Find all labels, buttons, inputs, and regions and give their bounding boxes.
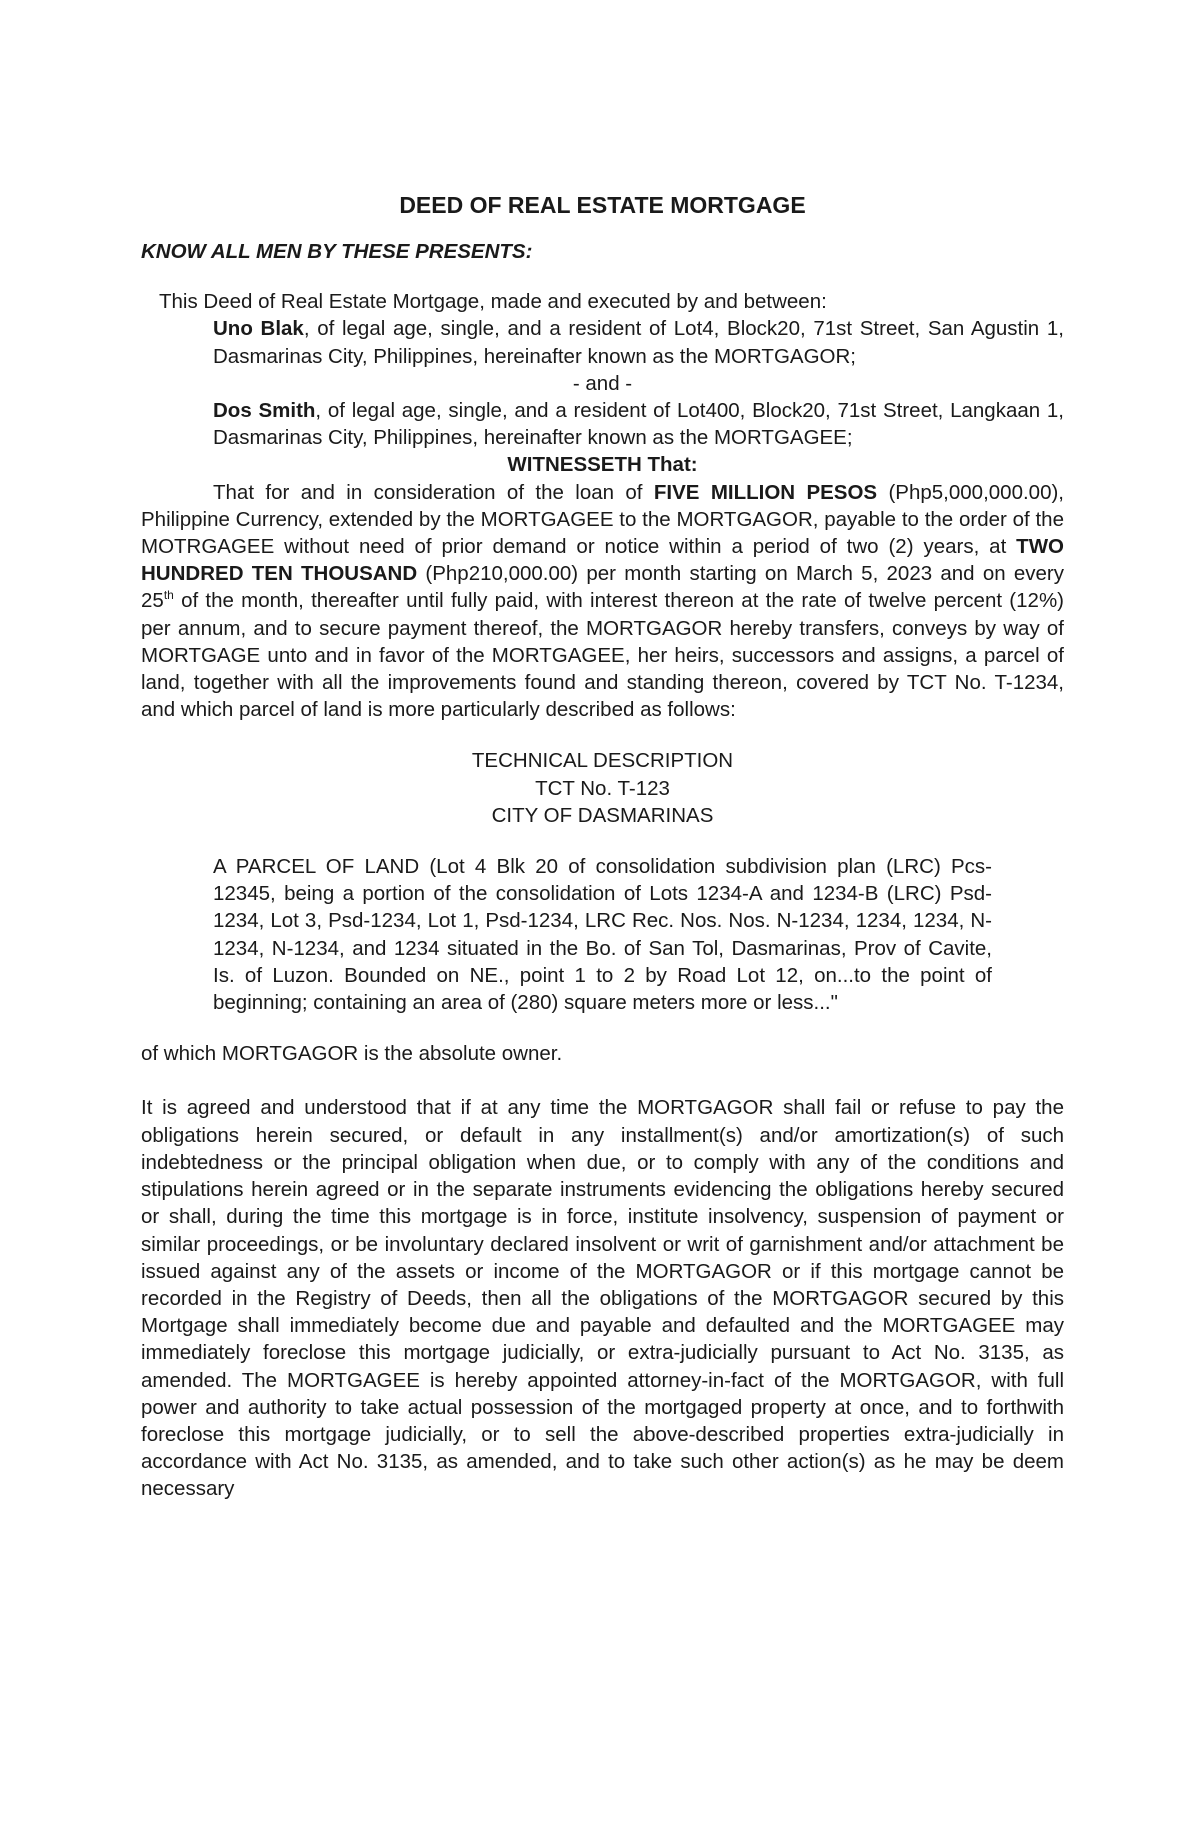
ordinal-superscript: th <box>163 588 174 603</box>
mortgagor-details: , of legal age, single, and a resident of Lot4, Block20, 71st Street, San Agustin 1, Dasmarinas City, Philippines, hereinafter known as the MORTGAGOR; <box>213 317 1064 368</box>
technical-description-block <box>141 747 1064 829</box>
witnesseth-heading: WITNESSETH That: <box>507 453 698 477</box>
and-separator: - and - <box>572 371 633 395</box>
owner-clause: of which MORTGAGOR is the absolute owner. <box>141 1042 563 1066</box>
loan-amount-words: FIVE MILLION PESOS <box>653 480 878 504</box>
mortgagee-details: , of legal age, single, and a resident of Lot400, Block20, 71st Street, Langkaan 1, Dasmarinas City, Philippines, hereinafter known as the MORTGAGEE; <box>213 399 1064 450</box>
parcel-description: A PARCEL OF LAND (Lot 4 Blk 20 of consolidation subdivision plan (LRC) Pcs-12345, being a portion of the consolidation of Lots 1234-A and 1234-B (LRC) Psd-1234, Lot 3, Psd-1234, Lot 1, Psd-1234, LRC Rec. Nos. Nos. N-1234, 1234, 1234, N-1234, N-1234, and 1234 situated in the Bo. of San Tol, Dasmarinas, Prov of Cavite, Is. of Luzon. Bounded on NE., point 1 to 2 by Road Lot 12, on...to the point of beginning; containing an area of (280) square meters more or less..." <box>213 855 992 1015</box>
technical-description-city: CITY OF DASMARINAS <box>491 803 714 827</box>
document-title: DEED OF REAL ESTATE MORTGAGE <box>399 192 806 218</box>
monthly-amount-words: TWO HUNDRED TEN THOUSAND <box>141 535 1064 586</box>
mortgagee-name: Dos Smith <box>213 399 316 423</box>
consideration-paragraph: That for and in consideration of the loan of FIVE MILLION PESOS (Php5,000,000.00), Philippine Currency, extended by the MORTGAGEE to the MORTGAGOR, payable to the order of the MOTRGAGEE without need of prior demand or notice within a period of two (2) years, at TWO HUNDRED TEN THOUSAND (Php210,000.00) per month starting on March 5, 2023 and on every 25th of the month, thereafter until fully paid, with interest thereon at the rate of twelve percent (12%) per annum, and to secure payment thereof, the MORTGAGOR hereby transfers, conveys by way of MORTGAGE unto and in favor of the MORTGAGEE, her heirs, successors and assigns, a parcel of land, together with all the improvements found and standing thereon, covered by TCT No. T-1234, and which parcel of land is more particularly described as follows: <box>141 480 1064 722</box>
mortgagor-paragraph <box>213 315 1064 369</box>
document-page <box>141 190 1064 1503</box>
mortgagee-paragraph <box>213 397 1064 451</box>
mortgagor-name: Uno Blak <box>213 317 304 341</box>
intro-line: This Deed of Real Estate Mortgage, made and executed by and between: <box>159 290 827 314</box>
technical-description-heading: TECHNICAL DESCRIPTION <box>471 749 734 773</box>
technical-description-tct: TCT No. T-123 <box>535 776 670 800</box>
agreed-clause: It is agreed and understood that if at any time the MORTGAGOR shall fail or refuse to pay the obligations herein secured, or default in any installment(s) and/or amortization(s) of such indebtedness or the principal obligation when due, or to comply with any of the conditions and stipulations herein agreed or in the separate instruments evidencing the obligations hereby secured or shall, during the time this mortgage is in force, institute insolvency, suspension of payment or similar proceedings, or be involuntary declared insolvent or writ of garnishment and/or attachment be issued against any of the assets or income of the MORTGAGOR or if this mortgage cannot be recorded in the Registry of Deeds, then all the obligations of the MORTGAGOR secured by this Mortgage shall immediately become due and payable and defaulted and the MORTGAGEE may immediately foreclose this mortgage judicially, or extra-judicially pursuant to Act No. 3135, as amended. The MORTGAGEE is hereby appointed attorney-in-fact of the MORTGAGOR, with full power and authority to take actual possession of the mortgaged property at once, and to forthwith foreclose this mortgage judicially, or to sell the above-described properties extra-judicially in accordance with Act No. 3135, as amended, and to take such other action(s) as he may be deem necessary <box>141 1096 1064 1501</box>
know-all-heading: KNOW ALL MEN BY THESE PRESENTS: <box>141 240 533 263</box>
